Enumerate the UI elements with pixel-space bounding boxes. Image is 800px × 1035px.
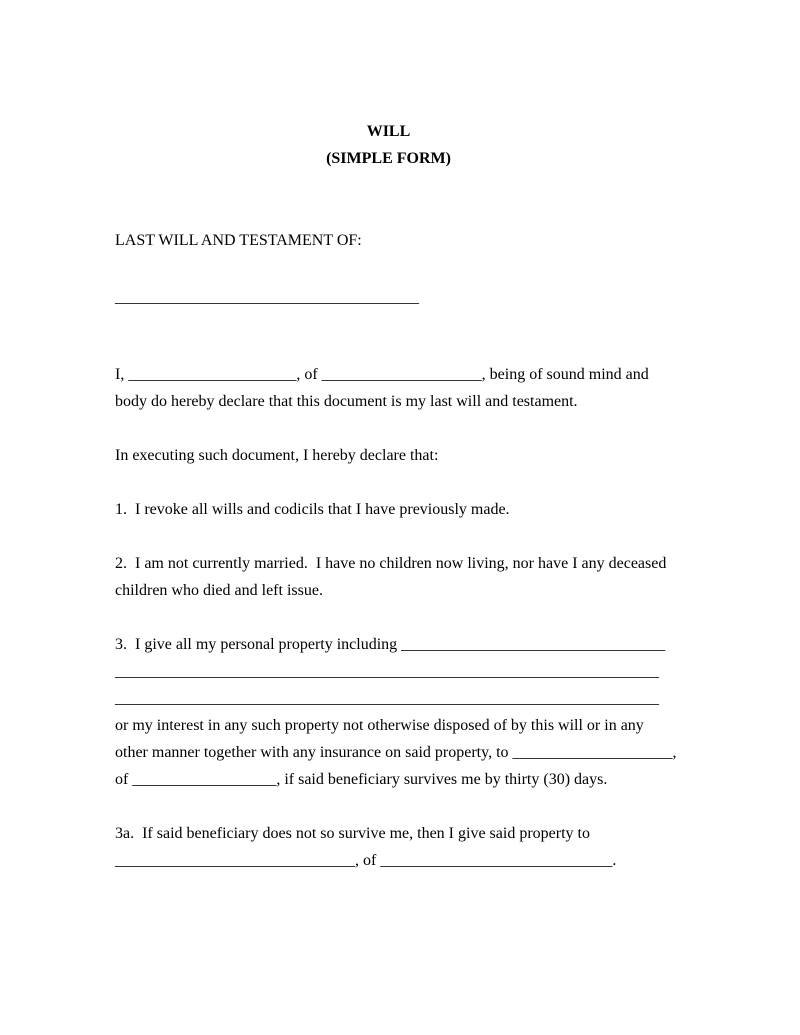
paragraph-clause-3a-alternate-beneficiary bbox=[115, 820, 710, 874]
clause-3a-line-1: 3a. If said beneficiary does not so survive me, then I give said property to bbox=[115, 825, 590, 842]
paragraph-clause-1-revocation bbox=[115, 496, 710, 523]
declaration-line-1: I, _____________________, of ____________________, being of sound mind and bbox=[115, 366, 649, 383]
clause-1-line: 1. I revoke all wills and codicils that I have previously made. bbox=[115, 501, 510, 518]
clause-3-blank-line-2: ____________________________________________________________________ bbox=[115, 690, 659, 707]
clause-3a-line-2: ______________________________, of _____________________________. bbox=[115, 852, 617, 869]
executing-statement-line: In executing such document, I hereby declare that: bbox=[115, 447, 439, 464]
clause-3-blank-line-1: ____________________________________________________________________ bbox=[115, 663, 659, 680]
clause-3-line-4: or my interest in any such property not otherwise disposed of by this will or in any bbox=[115, 717, 644, 734]
document-subtitle: (SIMPLE FORM) bbox=[326, 150, 451, 167]
testator-name-blank-line: ______________________________________ bbox=[115, 289, 419, 306]
paragraph-clause-3-property-gift bbox=[115, 631, 710, 793]
clause-3-line-6: of __________________, if said beneficiary survives me by thirty (30) days. bbox=[115, 771, 608, 788]
paragraph-executing-statement bbox=[115, 442, 710, 469]
title-block bbox=[115, 118, 662, 172]
paragraph-clause-2-marital-status bbox=[115, 550, 710, 604]
declaration-line-2: body do hereby declare that this document is my last will and testament. bbox=[115, 393, 578, 410]
clause-3-line-1: 3. I give all my personal property including _________________________________ bbox=[115, 636, 666, 653]
clause-3-line-5: other manner together with any insurance on said property, to ____________________, bbox=[115, 744, 677, 761]
clause-2-line-1: 2. I am not currently married. I have no children now living, nor have I any deceased bbox=[115, 555, 667, 572]
paragraph-declaration bbox=[115, 361, 710, 415]
testament-heading: LAST WILL AND TESTAMENT OF: bbox=[115, 232, 362, 249]
document-title: WILL bbox=[366, 123, 411, 140]
clause-2-line-2: children who died and left issue. bbox=[115, 582, 323, 599]
